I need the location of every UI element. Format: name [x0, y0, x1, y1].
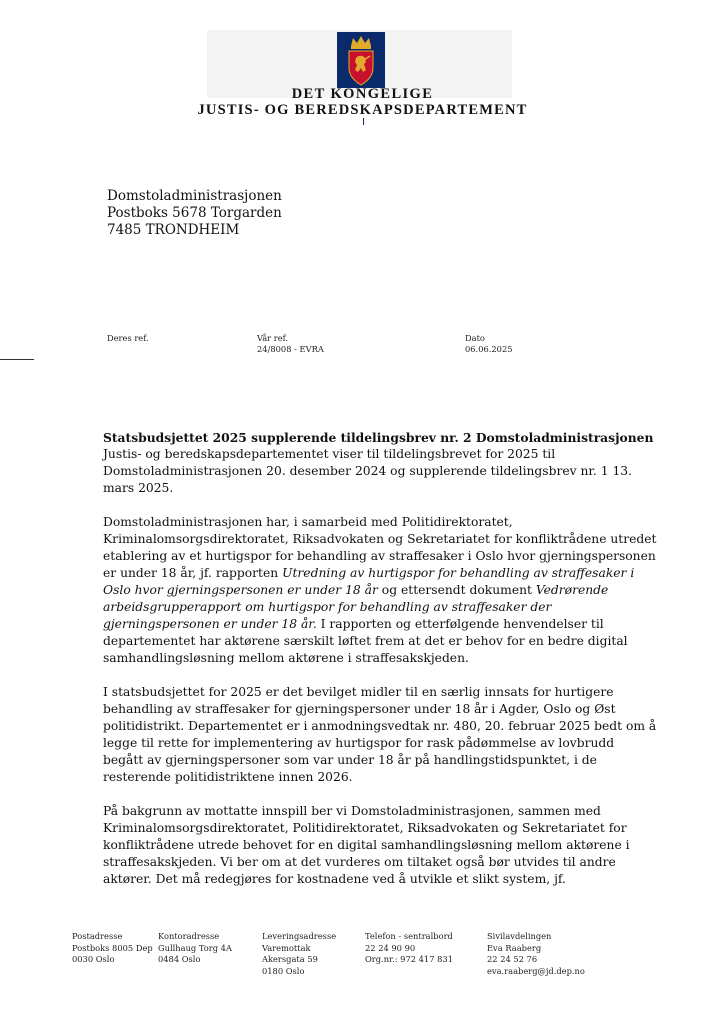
ref-var-label: Vår ref. — [257, 333, 289, 343]
fold-mark — [0, 359, 34, 360]
footer-line: Varemottak — [262, 942, 311, 953]
ref-deres-label: Deres ref. — [107, 333, 149, 343]
footer-label: Kontoradresse — [158, 931, 220, 941]
recipient-line: 7485 TRONDHEIM — [107, 222, 240, 238]
paragraph-3: I statsbudsjettet for 2025 er det bevilget midler til en særlig innsats for hurtigere behandling av straffesaker for gjerningspersoner under 18 år i Agder, Oslo og Øst politidistrikt. Departementet er i anmodningsvedtak nr. 480, 20. februar 2025 bedt om å legge til rette for implementering av hurtigspor for rask pådømmelse av lovbrudd begått av gjerningspersoner som var under 18 år på handlingstidspunktet, i de resterende politidistriktene innen 2026. — [103, 685, 657, 784]
paragraph-2 — [103, 514, 658, 667]
recipient-line: Domstoladministrasjonen — [107, 188, 282, 204]
ref-dato-label: Dato — [465, 333, 485, 343]
letterhead-line-1: DET KONGELIGE — [291, 86, 434, 102]
footer-line: 0030 Oslo — [72, 954, 115, 964]
document-title-italic: Vedrørende arbeidsgrupperapport om hurtigspor for behandling av straffesaker der gjerningspersonen er under 18 år. — [103, 583, 609, 631]
coat-of-arms-icon — [337, 32, 385, 88]
footer-line: Postboks 8005 Dep — [72, 942, 153, 953]
footer-line: 22 24 90 90 — [365, 942, 416, 953]
ref-var-value: 24/8008 - EVRA — [257, 344, 324, 354]
recipient-line: Postboks 5678 Torgarden — [107, 205, 282, 221]
ref-deres — [107, 333, 149, 344]
ref-dato-value: 06.06.2025 — [465, 344, 513, 354]
letterhead-line-2: JUSTIS- OG BEREDSKAPSDEPARTEMENT — [197, 102, 528, 118]
footer-label: Postadresse — [72, 931, 123, 941]
footer-kontoradresse — [158, 931, 232, 966]
paragraph-2-text-b: og ettersendt dokument — [381, 583, 532, 597]
letter-body — [103, 429, 658, 905]
footer-postadresse — [72, 931, 153, 966]
footer-contact — [487, 931, 585, 977]
report-title-italic: Utredning av hurtigspor for behandling av straffesaker i Oslo hvor gjerningspersonen er under 18 år — [103, 566, 635, 597]
ref-var — [257, 333, 324, 355]
recipient-address — [107, 188, 282, 239]
footer-label: Telefon - sentralbord — [365, 931, 453, 941]
footer-leveringsadresse — [262, 931, 336, 977]
letter-title: Statsbudsjettet 2025 supplerende tildelingsbrev nr. 2 Domstoladministrasjonen — [103, 430, 654, 445]
department-name — [150, 86, 575, 118]
paragraph-4: På bakgrunn av mottatte innspill ber vi Domstoladministrasjonen, sammen med Kriminalomsorgsdirektoratet, Politidirektoratet, Riksadvokaten og Sekretariatet for konfliktrådene utrede behovet for en digital samhandlingsløsning mellom aktørene i straffesakskjeden. Vi ber om at det vurderes om tiltaket også bør utvides til andre aktører. Det må redegjøres for kostnadene ved å utvikle et slikt system, jf. — [103, 804, 630, 886]
footer-line: Eva Raaberg — [487, 942, 542, 953]
paragraph-2-text-c: I rapporten og etterfølgende henvendelser til departementet har aktørene særskilt løftet frem at det er behov for en bedre digital samhandlingsløsning mellom aktørene i straffesakskjeden. — [103, 617, 628, 665]
footer-label: Leveringsadresse — [262, 931, 337, 941]
paragraph-intro: Justis- og beredskapsdepartementet viser til tildelingsbrevet for 2025 til Domstoladministrasjonen 20. desember 2024 og supplerende tildelingsbrev nr. 1 13. mars 2025. — [103, 447, 633, 495]
footer-line: 0180 Oslo — [262, 965, 305, 976]
footer-line: 22 24 52 76 — [487, 954, 538, 964]
footer-email-link[interactable]: eva.raaberg@jd.dep.no — [487, 965, 585, 976]
footer-label: Sivilavdelingen — [487, 931, 552, 941]
ref-dato — [465, 333, 513, 355]
footer-line: 0484 Oslo — [158, 954, 201, 964]
paragraph-2-text-a: Domstoladministrasjonen har, i samarbeid med Politidirektoratet, Kriminalomsorgsdirektoratet, Riksadvokaten og Sekretariatet for konfliktrådene utredet etablering av et hurtigspor for behandling av straffesaker i Oslo hvor gjerningspersonen er under 18 år, jf. rapporten — [103, 515, 657, 580]
letterhead-rule — [363, 118, 364, 125]
footer-line: Akersgata 59 — [262, 954, 318, 964]
footer-line: Gullhaug Torg 4A — [158, 942, 232, 953]
footer-line: Org.nr.: 972 417 831 — [365, 954, 453, 964]
footer-telefon — [365, 931, 453, 966]
